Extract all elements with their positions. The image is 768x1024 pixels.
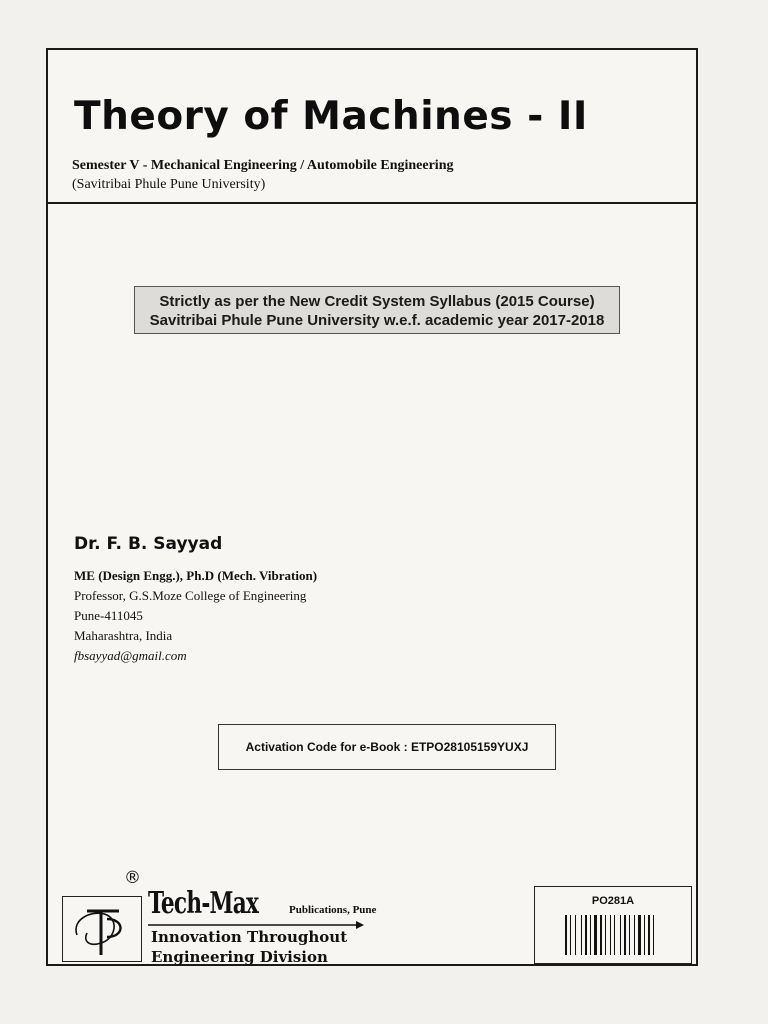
author-name: Dr. F. B. Sayyad [74,534,223,554]
barcode-bar [585,915,587,955]
syllabus-banner [134,286,620,334]
tp-logo-icon [62,896,142,962]
barcode-bar [629,915,630,955]
barcode-bar [620,915,621,955]
syllabus-line-2: Savitribai Phule Pune University w.e.f. academic year 2017-2018 [149,312,605,329]
author-degrees: ME (Design Engg.), Ph.D (Mech. Vibration) [74,568,318,583]
barcode-bar [594,915,597,955]
author-email: fbsayyad@gmail.com [74,648,187,663]
barcode-bar [610,915,611,955]
barcode-label [534,886,692,964]
barcode-bar [648,915,650,955]
product-code: PO281A [591,895,635,907]
barcode-bar [581,915,582,955]
barcode-bar [653,915,654,955]
registered-mark: ® [124,868,141,888]
book-title: Theory of Machines - II [74,94,588,139]
barcode-bar [624,915,626,955]
tagline-line-1: Innovation Throughout [151,928,348,946]
title-block [48,50,696,204]
brand-name: Tech-Max [148,886,259,921]
barcode-bar [614,915,615,955]
barcode-bar [605,915,606,955]
barcode-icon [565,915,667,955]
barcode-bar [575,915,576,955]
barcode-bar [644,915,645,955]
tp-logo-graphic [63,897,141,961]
barcode-bar [565,915,567,955]
university-line: (Savitribai Phule Pune University) [72,177,266,192]
barcode-bar [638,915,641,955]
barcode-bar [600,915,602,955]
author-details [74,566,317,666]
brand-suffix: Publications, Pune [289,904,377,916]
semester-line: Semester V - Mechanical Engineering / Automobile Engineering [72,158,454,173]
barcode-bar [570,915,571,955]
author-city: Pune-411045 [74,608,143,623]
activation-code-box: Activation Code for e-Book : ETPO28105159YUXJ [218,724,556,770]
book-cover [46,48,698,966]
author-position: Professor, G.S.Moze College of Engineering [74,588,307,603]
publisher-logo [62,868,382,966]
tagline-line-2: Engineering Division [151,948,328,966]
syllabus-line-1: Strictly as per the New Credit System Syllabus (2015 Course) [159,293,595,310]
barcode-bar [634,915,635,955]
barcode-bar [590,915,591,955]
author-region: Maharashtra, India [74,628,173,643]
